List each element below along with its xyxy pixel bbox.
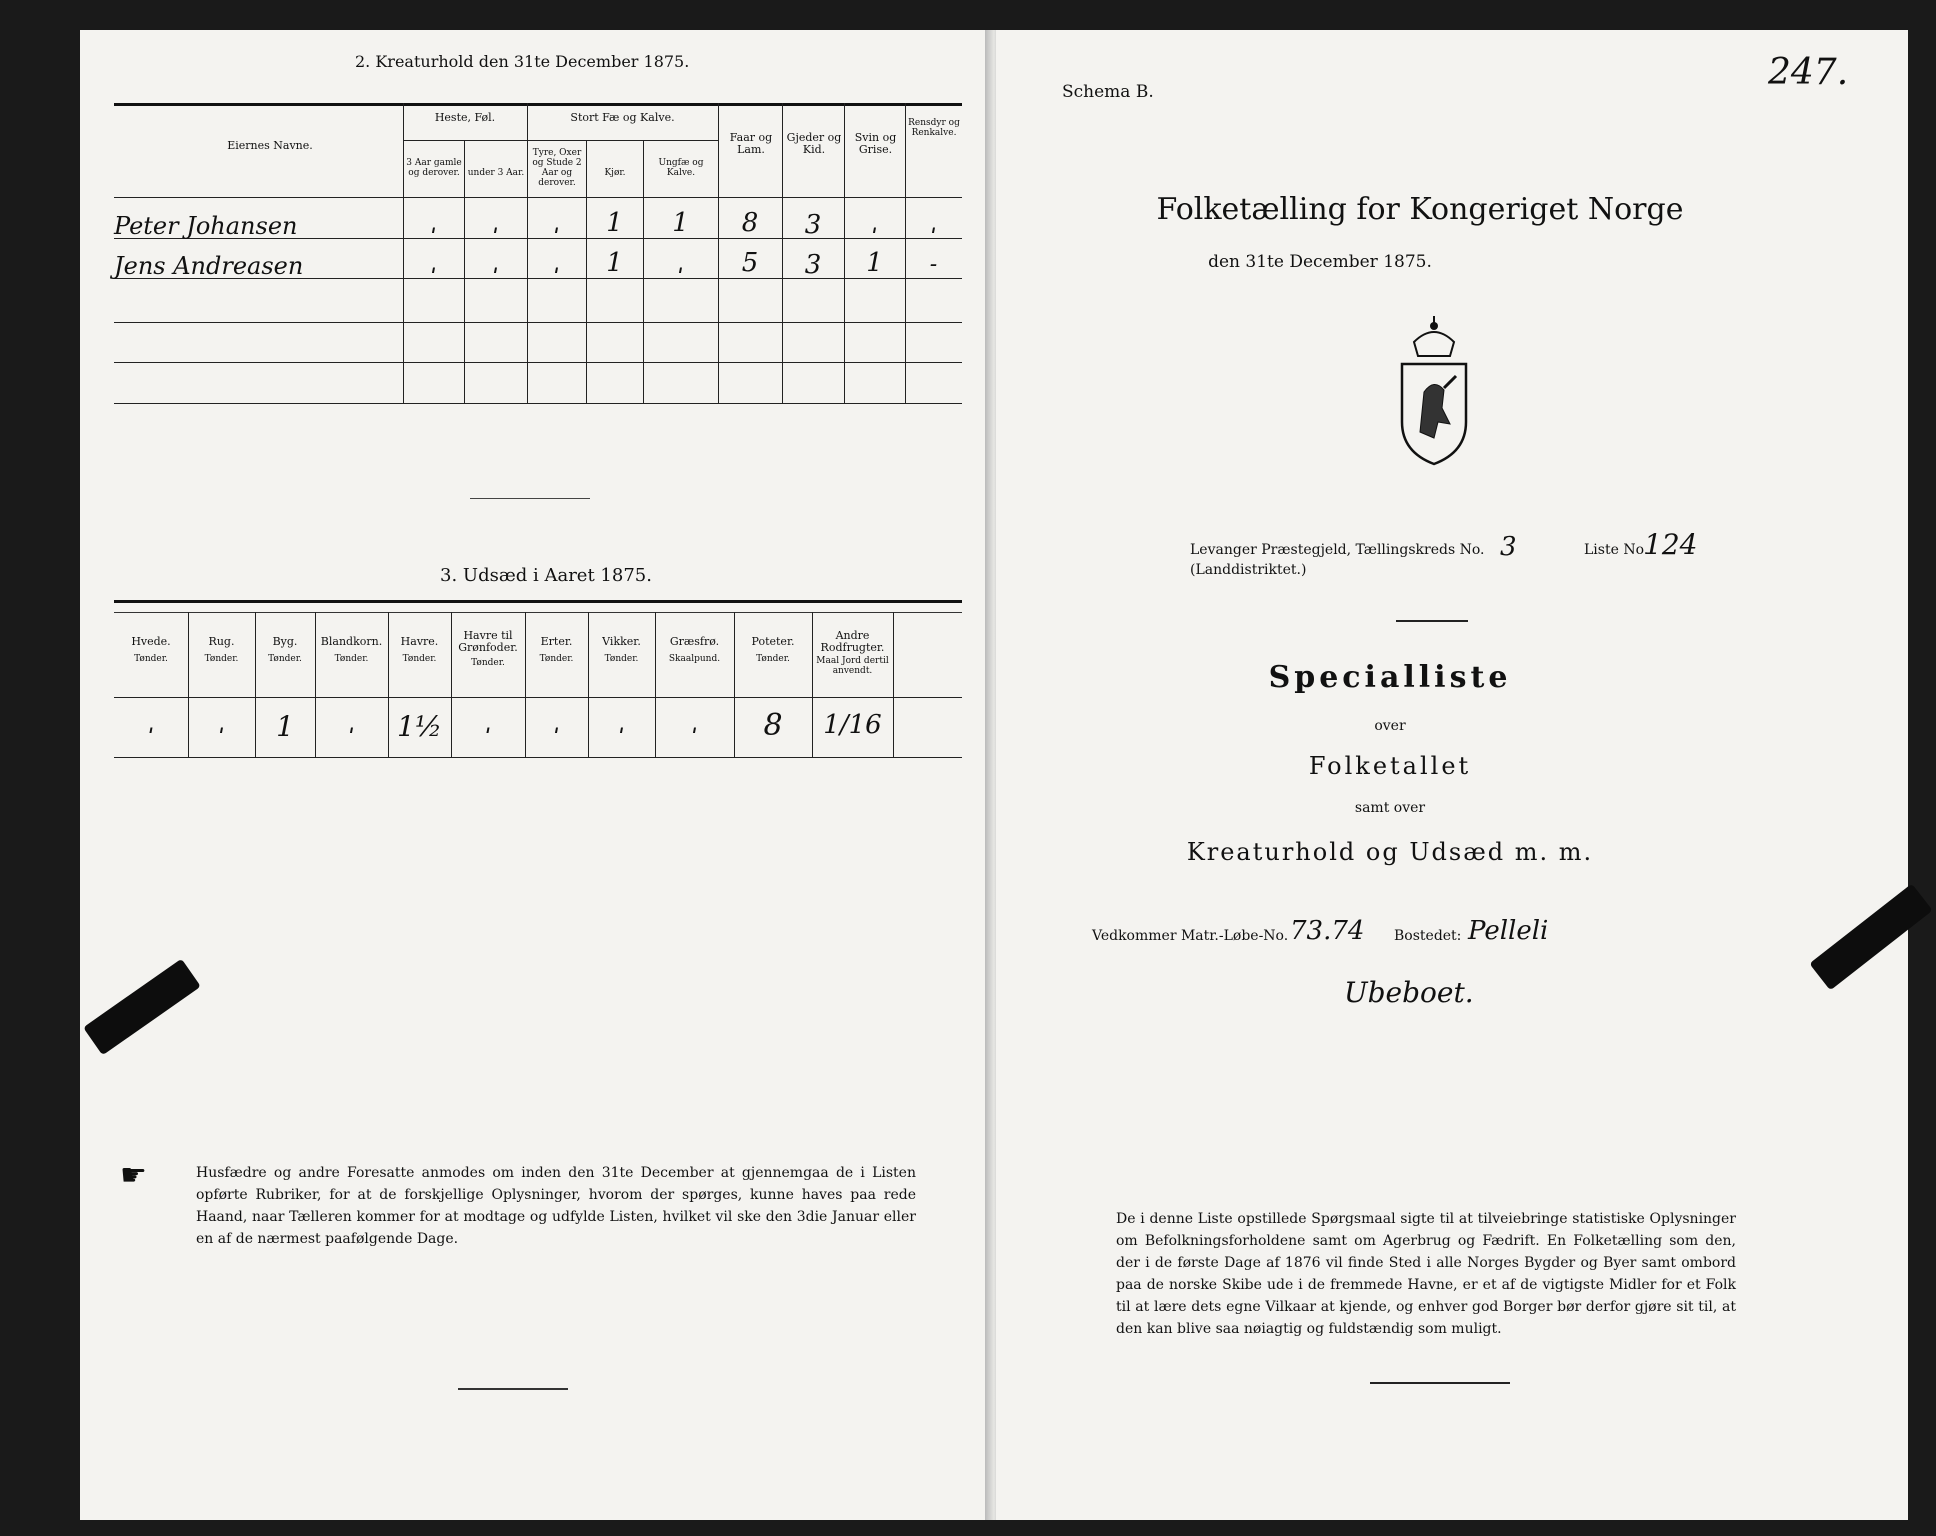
table-cell: ˌ bbox=[492, 212, 499, 237]
s3-header-graesfro: Græsfrø. Skaalpund. bbox=[668, 635, 721, 664]
header-rensdyr: Rensdyr og Renkalve. bbox=[908, 118, 960, 138]
s2-row-rule bbox=[114, 322, 962, 323]
s3-col-divider bbox=[893, 612, 894, 757]
s3-bottom-rule bbox=[114, 757, 962, 758]
s3-header-poteter: Poteter. Tønder. bbox=[751, 635, 795, 664]
header-heste-b: under 3 Aar. bbox=[467, 168, 525, 178]
s3-header-erter: Erter. Tønder. bbox=[539, 635, 574, 664]
bosted-label: Bostedet: bbox=[1394, 928, 1462, 944]
owner-name: Peter Johansen bbox=[114, 212, 298, 240]
coat-of-arms-icon bbox=[1384, 312, 1484, 472]
table-cell: ˌ bbox=[553, 212, 560, 237]
notice-text: Husfædre og andre Foresatte anmodes om inden den 31te December at gjennemgaa de i Listen opførte Rubriker, for at de forskjellige Oplysninger, hvorom der spørges, kunne haves paa rede Haand, naar Tælleren kommer for at modtage og udfylde Listen, hvilket vil ske den 3die Januar eller en af de nærmest paafølgende Dage. bbox=[196, 1165, 916, 1247]
liste-number: 124 bbox=[1644, 528, 1698, 561]
section3-title: 3. Udsæd i Aaret 1875. bbox=[440, 565, 652, 586]
owner-name: Jens Andreasen bbox=[114, 252, 304, 280]
header-eiernes-navne: Eiernes Navne. bbox=[227, 139, 313, 152]
census-title: Folketælling for Kongeriget Norge bbox=[1156, 192, 1684, 227]
table-cell: 1 bbox=[606, 208, 623, 238]
bosted-value: Pelleli bbox=[1468, 916, 1549, 946]
table-cell: 1 bbox=[606, 248, 623, 278]
s3-top-rule-2 bbox=[114, 612, 962, 613]
s3-top-rule bbox=[114, 600, 962, 603]
s3-header-havre-gronfoder: Havre til Grønfoder. Tønder. bbox=[458, 629, 518, 668]
heading-kreaturhold: Kreaturhold og Udsæd m. m. bbox=[1186, 838, 1594, 866]
s3-header-havre: Havre. Tønder. bbox=[400, 635, 439, 664]
table-cell: 3 bbox=[804, 210, 822, 240]
table-cell: 1 bbox=[672, 208, 689, 238]
table-cell: 5 bbox=[741, 248, 759, 278]
header-faar: Faar og Lam. bbox=[729, 131, 773, 156]
s3-header-hvede: Hvede. Tønder. bbox=[131, 635, 171, 664]
s2-row-rule bbox=[114, 362, 962, 363]
schema-label: Schema B. bbox=[1062, 82, 1154, 102]
section2-title: 2. Kreaturhold den 31te December 1875. bbox=[355, 52, 690, 71]
table-cell: ˌ bbox=[691, 712, 698, 737]
table-cell: ˌ bbox=[871, 212, 878, 237]
table-cell: - bbox=[929, 252, 938, 277]
parish-label: Levanger Præstegjeld, Tællingskreds No. bbox=[1190, 542, 1485, 558]
landdistrikt-label: (Landdistriktet.) bbox=[1190, 562, 1307, 578]
table-cell: ˌ bbox=[492, 252, 499, 277]
table-cell: 1 bbox=[866, 248, 883, 278]
header-stort-b: Kjør. bbox=[604, 168, 626, 178]
footer-text: De i denne Liste opstillede Spørgsmaal sigte til at tilveiebringe statistiske Oplysninger om Befolkningsforholdene samt om Agerbrug og Fædrift. En Folketælling som den, der i de første Dage af 1876 vil finde Sted i alle Norges Bygder og Byer samt ombord paa de norske Skibe ude i de fremmede Havne, er et af de vigtigste Midler for et Folk til at lære dets egne Vilkaar at kjende, og enhver god Borger bør derfor gjøre sit til, at den kan blive saa nøiagtig og fuldstændig som muligt. bbox=[1116, 1211, 1736, 1337]
header-heste: Heste, Føl. bbox=[434, 111, 496, 124]
table-cell: 8 bbox=[741, 208, 759, 238]
page-number: 247. bbox=[1768, 52, 1849, 93]
s2-top-rule bbox=[114, 103, 962, 106]
table-cell: ˌ bbox=[147, 712, 155, 737]
table-cell: ˌ bbox=[618, 712, 625, 737]
parish-number: 3 bbox=[1500, 532, 1517, 562]
table-cell: 1½ bbox=[397, 710, 442, 743]
table-cell: ˌ bbox=[348, 712, 355, 737]
matr-number: 73.74 bbox=[1290, 916, 1365, 946]
s2-subheader-rule bbox=[403, 140, 718, 141]
s3-header-rule bbox=[114, 697, 962, 698]
separator-rule bbox=[458, 1388, 568, 1390]
census-date: den 31te December 1875. bbox=[1208, 252, 1432, 272]
over-label: over bbox=[1374, 718, 1406, 734]
header-gjeder: Gjeder og Kid. bbox=[786, 131, 842, 156]
liste-label: Liste No. bbox=[1584, 542, 1649, 558]
header-svin: Svin og Grise. bbox=[854, 131, 897, 156]
s3-header-rug: Rug. Tønder. bbox=[204, 635, 239, 664]
heading-specialliste: Specialliste bbox=[1268, 660, 1512, 695]
table-cell: ˌ bbox=[930, 212, 937, 237]
table-cell: 1/16 bbox=[823, 710, 882, 740]
s3-header-byg: Byg. Tønder. bbox=[268, 635, 302, 664]
s3-header-blandkorn: Blandkorn. Tønder. bbox=[320, 635, 383, 664]
table-cell: 1 bbox=[276, 710, 294, 743]
separator-rule bbox=[470, 498, 590, 499]
header-stort-a: Tyre, Oxer og Stude 2 Aar og derover. bbox=[532, 148, 582, 188]
header-heste-a: 3 Aar gamle og derover. bbox=[406, 158, 462, 178]
s2-bottom-rule bbox=[114, 403, 962, 404]
matr-label: Vedkommer Matr.-Løbe-No. bbox=[1092, 928, 1289, 944]
table-cell: ˌ bbox=[484, 712, 492, 737]
status-value: Ubeboet. bbox=[1344, 976, 1474, 1009]
s3-header-vikker: Vikker. Tønder. bbox=[602, 635, 641, 664]
heading-folketallet: Folketallet bbox=[1308, 752, 1472, 780]
pointing-hand-icon: ☛ bbox=[120, 1158, 147, 1193]
samt-over-label: samt over bbox=[1354, 800, 1426, 816]
table-cell: ˌ bbox=[553, 252, 560, 277]
table-cell: ˌ bbox=[677, 252, 684, 277]
separator-rule bbox=[1396, 620, 1468, 622]
separator-rule bbox=[1370, 1382, 1510, 1384]
table-cell: ˌ bbox=[553, 712, 560, 737]
table-cell: 8 bbox=[763, 708, 783, 743]
table-cell: ˌ bbox=[430, 212, 437, 237]
table-cell: ˌ bbox=[218, 712, 225, 737]
header-stort-fae: Stort Fæ og Kalve. bbox=[570, 111, 675, 124]
s3-header-andre-rodfrugter: Andre Rodfrugter. Maal Jord dertil anvendt. bbox=[816, 629, 889, 676]
table-cell: ˌ bbox=[430, 252, 437, 277]
header-stort-c: Ungfæ og Kalve. bbox=[658, 158, 704, 178]
table-cell: 3 bbox=[804, 250, 822, 280]
s2-header-rule bbox=[114, 197, 962, 198]
